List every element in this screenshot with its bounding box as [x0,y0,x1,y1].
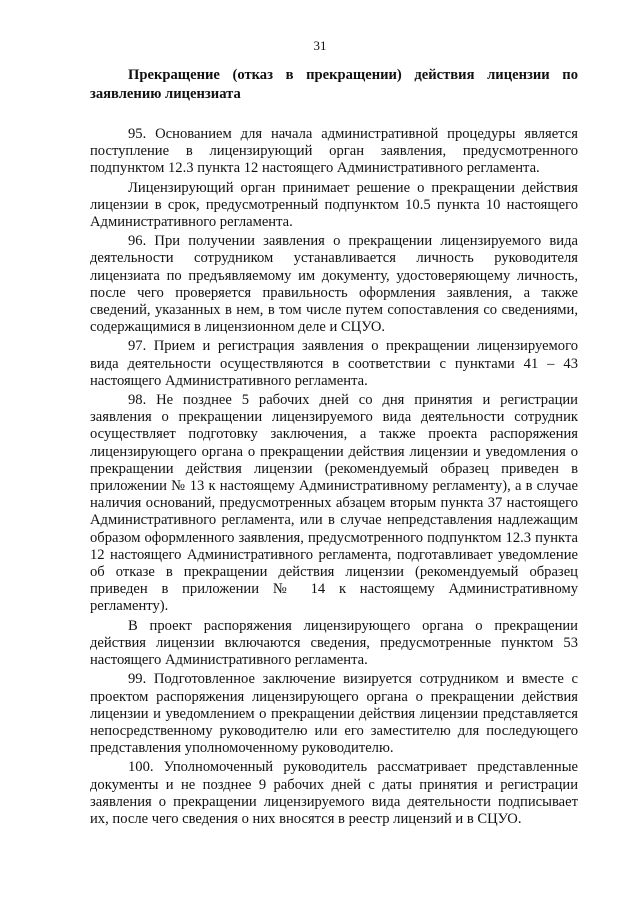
paragraph-95: 95. Основанием для начала административной процедуры является поступление в лицензирующий орган заявления, предусмотренного подпунктом 12.3 пункта 12 настоящего Административного регламента. [90,126,578,177]
paragraph-99: 99. Подготовленное заключение визируется сотрудником и вместе с проектом распоряжения лицензирующего органа о прекращении действия лицензии и уведомлением о прекращении действия лицензии представляется непосредственному руководителю или его заместителю для последующего представления уполномоченному руководителю. [90,671,578,757]
document-body [90,66,578,830]
page-number: 31 [313,38,327,53]
paragraph-96: 96. При получении заявления о прекращении лицензируемого вида деятельности сотрудником устанавливается личность руководителя лицензиата по предъявляемому им документу, удостоверяющему личность, после чего проверяется правильность оформления заявления, а также сведений, указанных в нем, в том числе путем сопоставления со сведениями, содержащимися в лицензионном деле и СЦУО. [90,233,578,336]
paragraph-97: 97. Прием и регистрация заявления о прекращении лицензируемого вида деятельности осуществляются в соответствии с пунктами 41 – 43 настоящего Административного регламента. [90,338,578,389]
section-heading: Прекращение (отказ в прекращении) действия лицензии по заявлению лицензиата [90,67,578,102]
paragraph-95-deadline: Лицензирующий орган принимает решение о прекращении действия лицензии в срок, предусмотренный подпунктом 10.5 пункта 10 настоящего Административного регламента. [90,179,578,231]
paragraph-98-draft-order: В проект распоряжения лицензирующего органа о прекращении действия лицензии включаются сведения, предусмотренные пунктом 53 настоящего Административного регламента. [90,617,578,669]
paragraph-100: 100. Уполномоченный руководитель рассматривает представленные документы и не позднее 9 рабочих дней с даты принятия и регистрации заявления о прекращении лицензируемого вида деятельности подписывает их, после чего сведения о них вносятся в реестр лицензий и в СЦУО. [90,759,578,827]
paragraph-98: 98. Не позднее 5 рабочих дней со дня принятия и регистрации заявления о прекращении лицензируемого вида деятельности сотрудник осуществляет подготовку заключения, а также проекта распоряжения лицензирующего органа о прекращении действия лицензии и уведомления о прекращении действия лицензии (рекомендуемый образец приведен в приложении № 13 к настоящему Административному регламенту), а в случае наличия оснований, предусмотренных абзацем вторым пункта 37 настоящего Административного регламента, или в случае непредставления надлежащим образом оформленного заявления, предусмотренного подпунктом 12.3 пункта 12 настоящего Административного регламента, подготавливает уведомление об отказе в прекращении действия лицензии (рекомендуемый образец приведен в приложении № 14 к настоящему Административному регламенту). [90,392,578,615]
